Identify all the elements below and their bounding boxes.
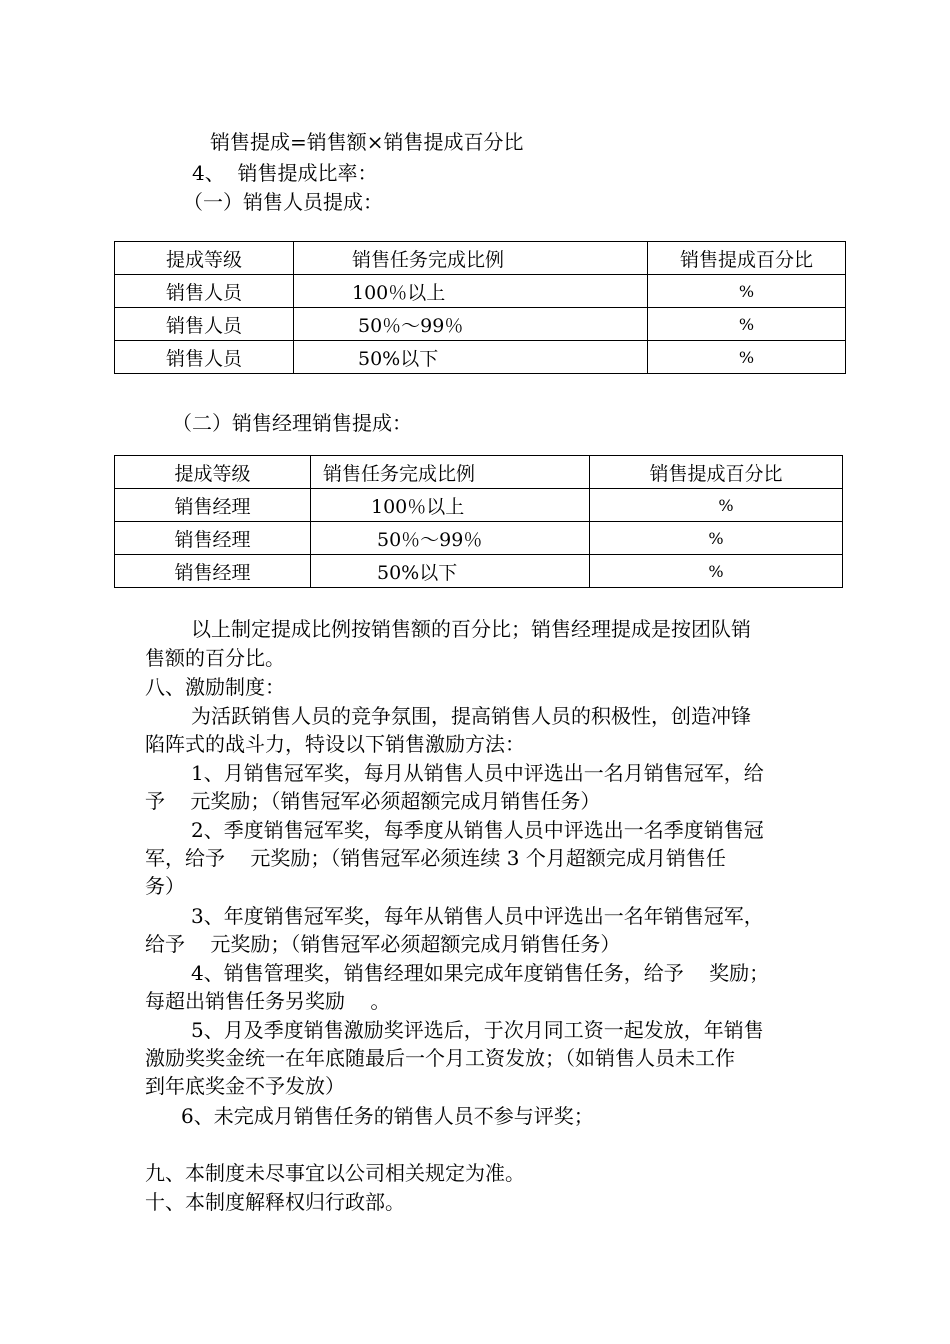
table-row xyxy=(115,555,843,588)
table-row xyxy=(115,341,846,374)
note-line-2: 售额的百分比。 xyxy=(145,646,285,670)
table-header-row xyxy=(115,456,843,489)
grade-cell: 销售经理 xyxy=(115,522,311,555)
grade-cell: 销售经理 xyxy=(115,555,311,588)
percent-cell: % xyxy=(648,308,846,341)
ratio-cell: 100％以上 xyxy=(294,275,648,308)
section-9: 九、本制度未尽事宜以公司相关规定为准。 xyxy=(145,1161,525,1185)
table-row xyxy=(115,522,843,555)
ratio-cell: 100％以上 xyxy=(311,489,590,522)
intro-paragraph-line-1: 为活跃销售人员的竞争氛围，提高销售人员的积极性，创造冲锋 xyxy=(191,704,751,728)
grade-cell: 销售人员 xyxy=(115,308,294,341)
item-2-line-2: 军，给予 元奖励；（销售冠军必须连续 3 个月超额完成月销售任 xyxy=(145,846,726,870)
percent-cell: % xyxy=(648,341,846,374)
header-cell: 提成等级 xyxy=(115,456,311,489)
section-2-title: （二）销售经理销售提成： xyxy=(172,411,412,435)
item-1-line-2: 予 元奖励；（销售冠军必须超额完成月销售任务） xyxy=(145,789,601,813)
item-3-line-2: 给予 元奖励；（销售冠军必须超额完成月销售任务） xyxy=(145,932,621,956)
ratio-cell: 50%以下 xyxy=(294,341,648,374)
percent-cell: % xyxy=(590,489,843,522)
ratio-cell: 50％～99％ xyxy=(294,308,648,341)
manager-commission-table xyxy=(114,455,843,588)
item-5-line-1: 5、月及季度销售激励奖评选后，于次月同工资一起发放，年销售 xyxy=(191,1018,764,1042)
grade-cell: 销售人员 xyxy=(115,341,294,374)
item-4-heading: 4、 销售提成比率： xyxy=(192,161,378,185)
percent-cell: % xyxy=(648,275,846,308)
grade-cell: 销售经理 xyxy=(115,489,311,522)
table-row xyxy=(115,275,846,308)
item-3-line-1: 3、年度销售冠军奖，每年从销售人员中评选出一名年销售冠军， xyxy=(191,904,764,928)
intro-paragraph-line-2: 陷阵式的战斗力，特设以下销售激励方法： xyxy=(145,732,525,756)
item-2-line-3: 务） xyxy=(145,874,185,898)
table-row xyxy=(115,308,846,341)
note-line-1: 以上制定提成比例按销售额的百分比；销售经理提成是按团队销 xyxy=(191,617,751,641)
ratio-cell: 50％～99％ xyxy=(311,522,590,555)
item-2-line-1: 2、季度销售冠军奖，每季度从销售人员中评选出一名季度销售冠 xyxy=(191,818,764,842)
header-cell: 提成等级 xyxy=(115,242,294,275)
header-cell: 销售提成百分比 xyxy=(648,242,846,275)
grade-cell: 销售人员 xyxy=(115,275,294,308)
header-cell: 销售提成百分比 xyxy=(590,456,843,489)
header-cell: 销售任务完成比例 xyxy=(311,456,590,489)
formula-line: 销售提成=销售额×销售提成百分比 xyxy=(210,130,524,154)
item-5-line-2: 激励奖奖金统一在年底随最后一个月工资发放；（如销售人员未工作 xyxy=(145,1046,735,1070)
item-5-line-3: 到年底奖金不予发放） xyxy=(145,1074,345,1098)
table-row xyxy=(115,489,843,522)
section-10: 十、本制度解释权归行政部。 xyxy=(145,1190,405,1214)
item-1-line-1: 1、月销售冠军奖，每月从销售人员中评选出一名月销售冠军，给 xyxy=(191,761,764,785)
table-header-row xyxy=(115,242,846,275)
section-8-title: 八、激励制度： xyxy=(145,675,285,699)
item-4-line-1: 4、销售管理奖，销售经理如果完成年度销售任务，给予 奖励； xyxy=(191,961,770,985)
percent-cell: % xyxy=(590,555,843,588)
salesperson-commission-table xyxy=(114,241,846,374)
item-6: 6、未完成月销售任务的销售人员不参与评奖； xyxy=(181,1104,594,1128)
ratio-cell: 50%以下 xyxy=(311,555,590,588)
section-1-title: （一）销售人员提成： xyxy=(183,190,383,214)
item-4-line-2: 每超出销售任务另奖励 。 xyxy=(145,989,391,1013)
percent-cell: % xyxy=(590,522,843,555)
header-cell: 销售任务完成比例 xyxy=(294,242,648,275)
